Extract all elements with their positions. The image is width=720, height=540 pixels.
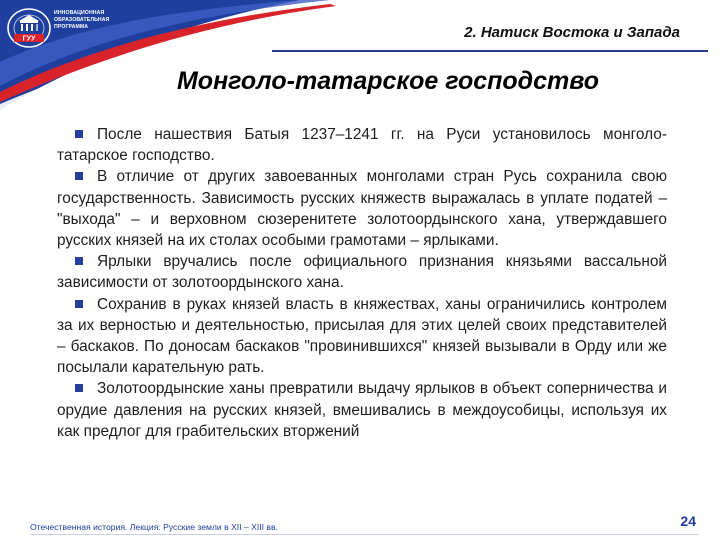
paragraph-text: Золотоордынские ханы превратили выдачу ярлыков в объект соперничества и орудие давления на русских князей, вмешивались в междоусобицы, используя их как предлог для грабительских вторжений bbox=[57, 380, 667, 440]
paragraph-text: Сохранив в руках князей власть в княжествах, ханы ограничились контролем за их верностью и деятельностью, присылая для этих целей своих представителей – баскаков. По доносам баскаков "провинившихся" князей вызывали в Орду или же посылали карательную рать. bbox=[57, 295, 667, 377]
university-logo bbox=[6, 4, 124, 52]
emblem-text: ГУУ bbox=[22, 35, 36, 43]
bullet-paragraph bbox=[57, 251, 667, 293]
square-bullet-icon bbox=[75, 130, 83, 138]
bullet-paragraph bbox=[57, 378, 667, 442]
logo-line: ОБРАЗОВАТЕЛЬНАЯ bbox=[54, 17, 110, 23]
body-text bbox=[57, 124, 667, 442]
section-title: 2. Натиск Востока и Запада bbox=[464, 24, 680, 41]
square-bullet-icon bbox=[75, 257, 83, 265]
square-bullet-icon bbox=[75, 300, 83, 308]
bullet-paragraph bbox=[57, 294, 667, 379]
university-emblem-icon bbox=[6, 6, 52, 50]
paragraph-text: Ярлыки вручались после официального признания князьями вассальной зависимости от золотоордынского хана. bbox=[57, 253, 667, 292]
footer-divider bbox=[30, 534, 698, 535]
paragraph-text: В отличие от других завоеванных монголами стран Русь сохранила свою государственность. Зависимость русских княжеств выражалась в уплате податей – "выхода" – и верховном сюзеренитете золотоордынского хана, утверждавшего русских князей на их столах особыми грамотами – ярлыками. bbox=[57, 168, 667, 250]
square-bullet-icon bbox=[75, 384, 83, 392]
page-number: 24 bbox=[680, 513, 696, 529]
bullet-paragraph bbox=[57, 166, 667, 251]
logo-caption bbox=[54, 10, 124, 31]
header-divider bbox=[272, 50, 708, 52]
logo-line: ПРОГРАММА bbox=[54, 24, 89, 30]
footer-caption: Отечественная история. Лекция: Русские земли в XII – XIII вв. bbox=[30, 522, 278, 532]
bullet-paragraph bbox=[57, 124, 667, 166]
paragraph-text: После нашествия Батыя 1237–1241 гг. на Руси установилось монголо-татарское господство. bbox=[57, 126, 667, 165]
page-title: Монголо-татарское господство bbox=[176, 67, 599, 95]
square-bullet-icon bbox=[75, 172, 83, 180]
logo-line: ИННОВАЦИОННАЯ bbox=[54, 10, 105, 16]
